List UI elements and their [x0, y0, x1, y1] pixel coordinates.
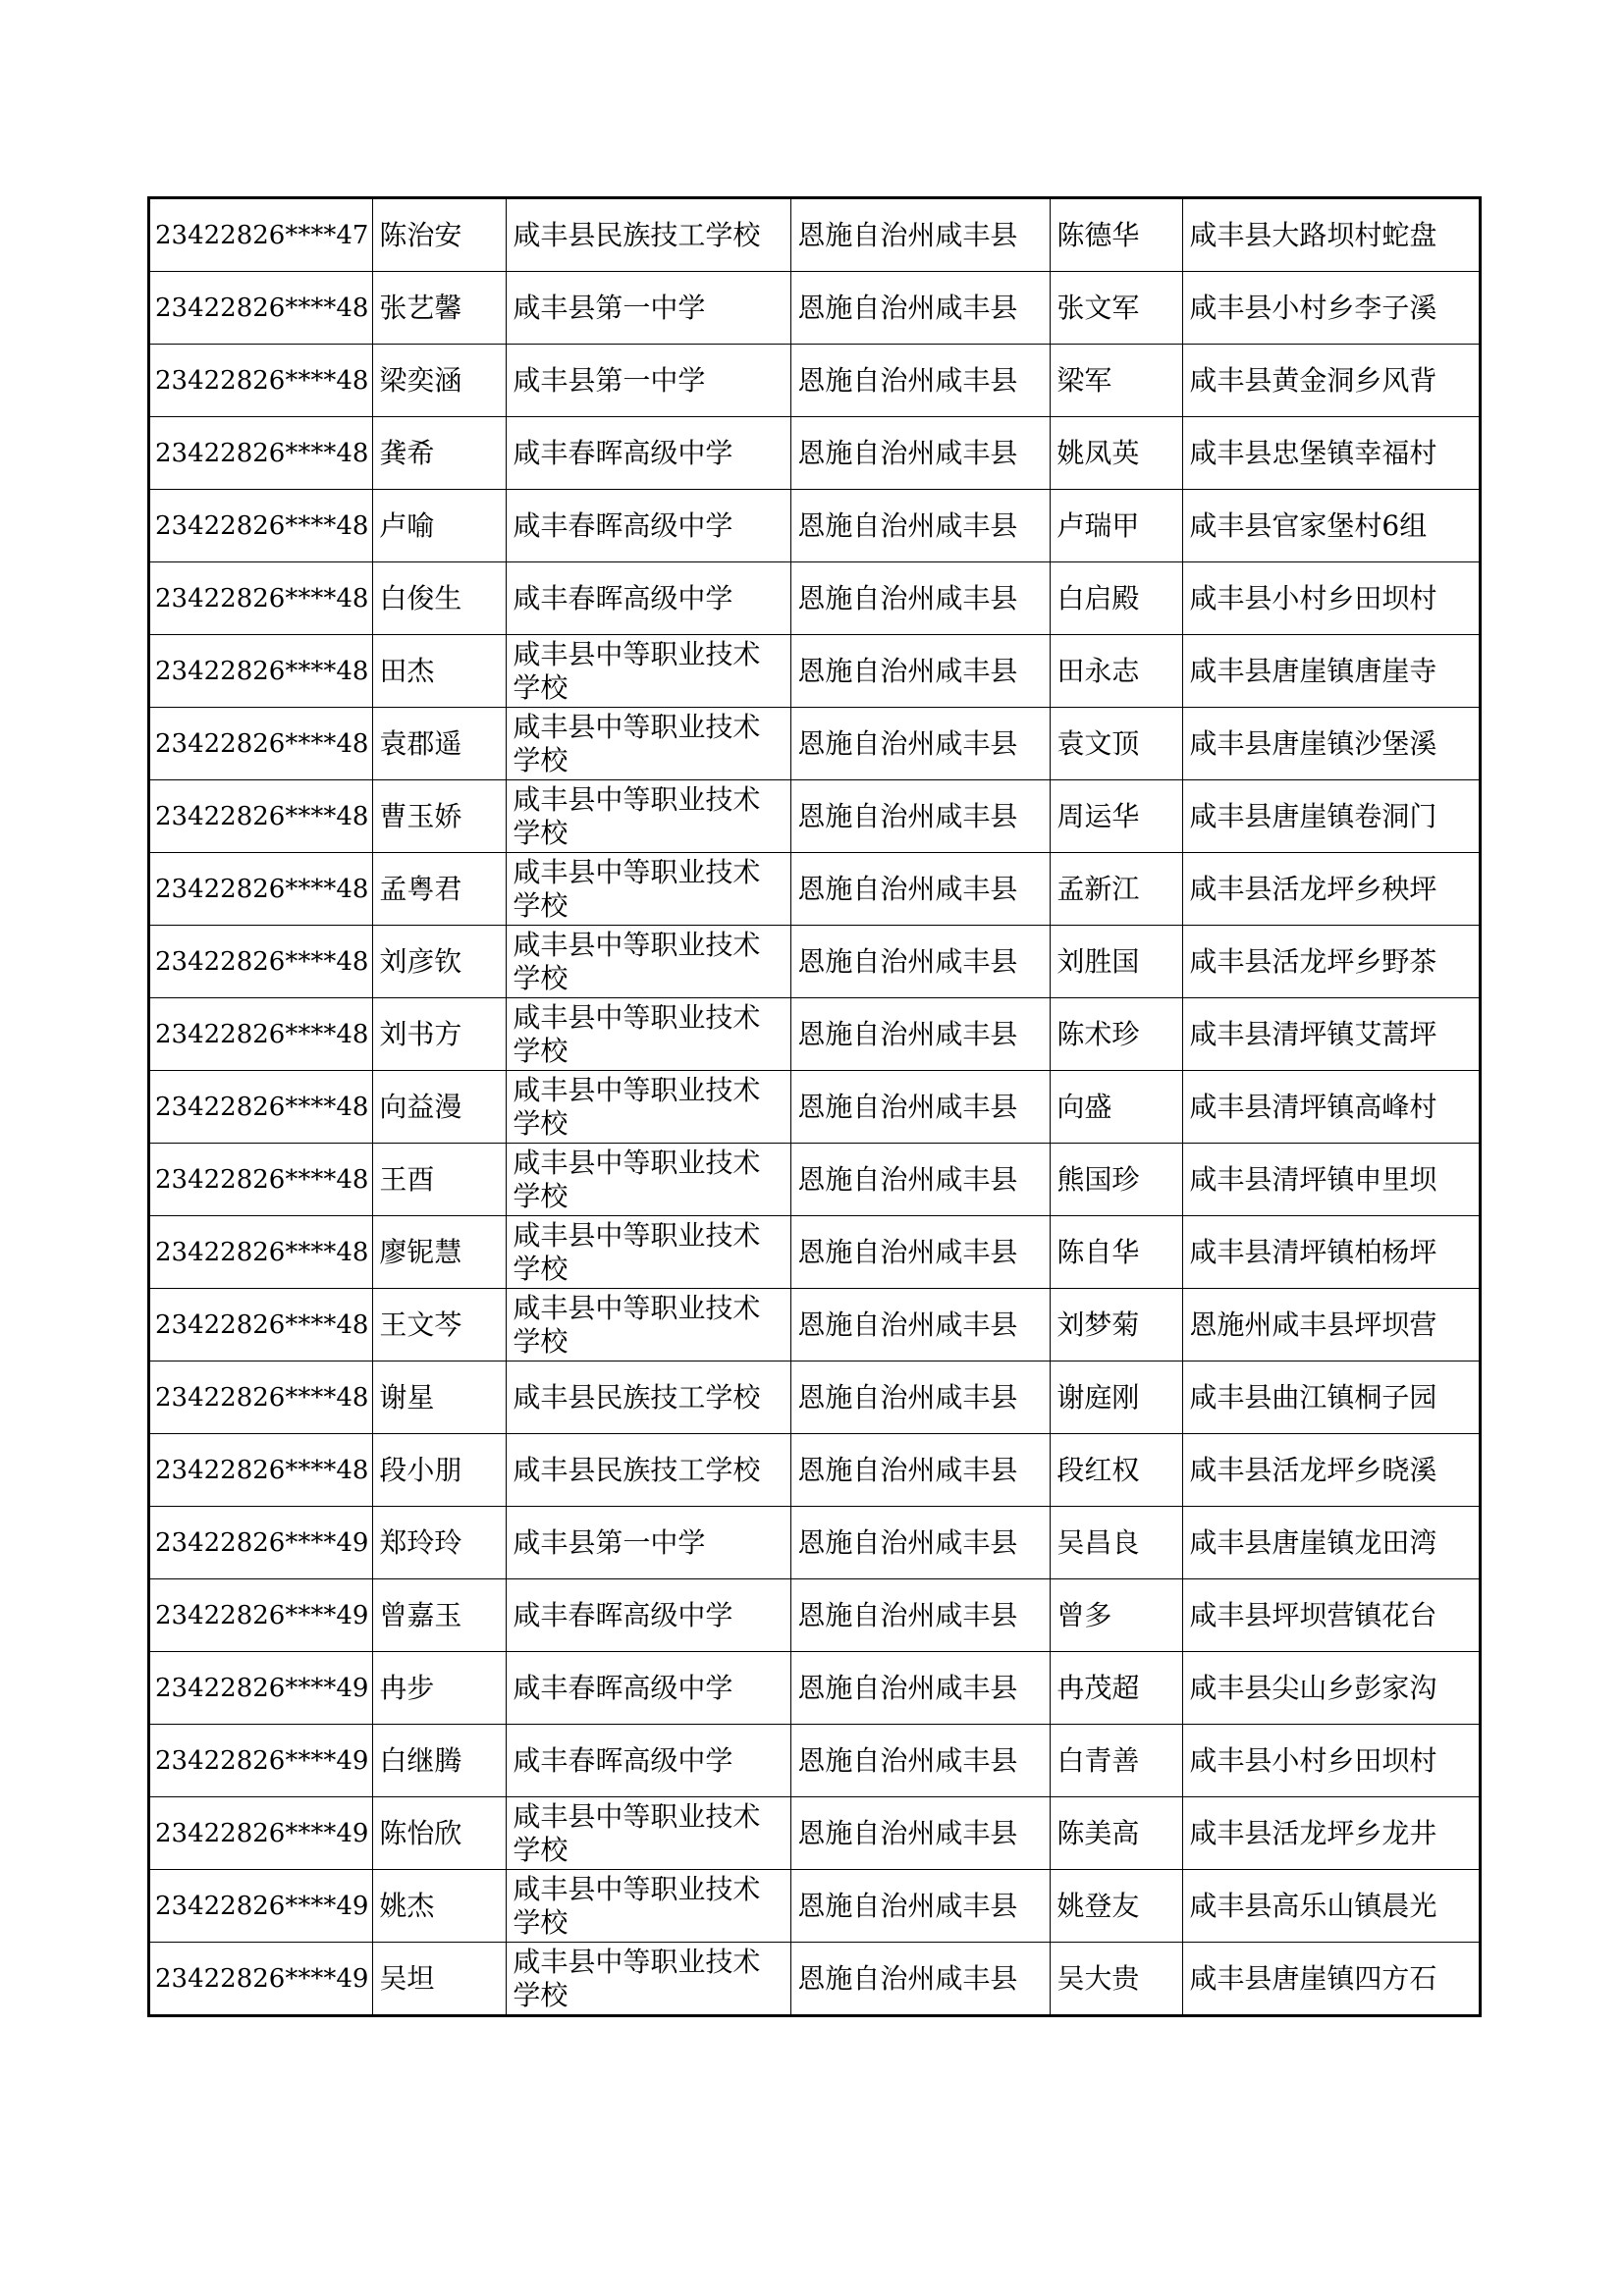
student-id-cell: 23422826****48: [149, 490, 373, 562]
school-cell: 咸丰县中等职业技术学校: [507, 708, 791, 780]
school-cell: 咸丰春晖高级中学: [507, 490, 791, 562]
student-name-cell: 王文芩: [373, 1289, 507, 1362]
school-cell: 咸丰春晖高级中学: [507, 562, 791, 635]
address-cell: 咸丰县清坪镇柏杨坪: [1183, 1216, 1481, 1289]
region-cell: 恩施自治州咸丰县: [791, 926, 1051, 998]
student-name-cell: 田杰: [373, 635, 507, 708]
guardian-cell: 刘梦菊: [1051, 1289, 1183, 1362]
table-row: [149, 345, 1481, 417]
school-cell: 咸丰春晖高级中学: [507, 417, 791, 490]
table-row: [149, 1071, 1481, 1144]
address-cell: 咸丰县小村乡田坝村: [1183, 1725, 1481, 1797]
student-id-cell: 23422826****48: [149, 345, 373, 417]
address-cell: 咸丰县忠堡镇幸福村: [1183, 417, 1481, 490]
address-cell: 咸丰县小村乡田坝村: [1183, 562, 1481, 635]
region-cell: 恩施自治州咸丰县: [791, 1797, 1051, 1870]
student-id-cell: 23422826****49: [149, 1870, 373, 1943]
guardian-cell: 段红权: [1051, 1434, 1183, 1507]
region-cell: 恩施自治州咸丰县: [791, 1289, 1051, 1362]
school-cell: 咸丰县中等职业技术学校: [507, 998, 791, 1071]
student-name-cell: 刘彦钦: [373, 926, 507, 998]
address-cell: 咸丰县曲江镇桐子园: [1183, 1362, 1481, 1434]
table-row: [149, 1144, 1481, 1216]
guardian-cell: 姚登友: [1051, 1870, 1183, 1943]
student-name-cell: 曹玉娇: [373, 780, 507, 853]
region-cell: 恩施自治州咸丰县: [791, 1434, 1051, 1507]
guardian-cell: 梁军: [1051, 345, 1183, 417]
address-cell: 咸丰县唐崖镇唐崖寺: [1183, 635, 1481, 708]
student-id-cell: 23422826****48: [149, 272, 373, 345]
student-name-cell: 梁奕涵: [373, 345, 507, 417]
student-name-cell: 廖铌慧: [373, 1216, 507, 1289]
student-name-cell: 段小朋: [373, 1434, 507, 1507]
address-cell: 咸丰县唐崖镇四方石: [1183, 1943, 1481, 2016]
school-cell: 咸丰县第一中学: [507, 272, 791, 345]
student-name-cell: 冉步: [373, 1652, 507, 1725]
guardian-cell: 周运华: [1051, 780, 1183, 853]
student-name-cell: 白继腾: [373, 1725, 507, 1797]
guardian-cell: 白青善: [1051, 1725, 1183, 1797]
guardian-cell: 曾多: [1051, 1579, 1183, 1652]
guardian-cell: 姚凤英: [1051, 417, 1183, 490]
student-table-body: [149, 198, 1481, 2016]
school-cell: 咸丰春晖高级中学: [507, 1725, 791, 1797]
guardian-cell: 刘胜国: [1051, 926, 1183, 998]
guardian-cell: 田永志: [1051, 635, 1183, 708]
student-id-cell: 23422826****49: [149, 1579, 373, 1652]
address-cell: 咸丰县唐崖镇龙田湾: [1183, 1507, 1481, 1579]
guardian-cell: 吴昌良: [1051, 1507, 1183, 1579]
student-name-cell: 姚杰: [373, 1870, 507, 1943]
table-row: [149, 417, 1481, 490]
student-name-cell: 谢星: [373, 1362, 507, 1434]
region-cell: 恩施自治州咸丰县: [791, 272, 1051, 345]
region-cell: 恩施自治州咸丰县: [791, 1870, 1051, 1943]
guardian-cell: 熊国珍: [1051, 1144, 1183, 1216]
student-name-cell: 郑玲玲: [373, 1507, 507, 1579]
region-cell: 恩施自治州咸丰县: [791, 708, 1051, 780]
school-cell: 咸丰县中等职业技术学校: [507, 1216, 791, 1289]
student-id-cell: 23422826****48: [149, 998, 373, 1071]
school-cell: 咸丰县第一中学: [507, 345, 791, 417]
student-name-cell: 卢喻: [373, 490, 507, 562]
address-cell: 咸丰县高乐山镇晨光: [1183, 1870, 1481, 1943]
address-cell: 咸丰县官家堡村6组: [1183, 490, 1481, 562]
student-id-cell: 23422826****48: [149, 1362, 373, 1434]
school-cell: 咸丰县民族技工学校: [507, 1362, 791, 1434]
student-id-cell: 23422826****48: [149, 1289, 373, 1362]
student-id-cell: 23422826****48: [149, 635, 373, 708]
guardian-cell: 张文军: [1051, 272, 1183, 345]
table-row: [149, 1289, 1481, 1362]
address-cell: 咸丰县小村乡李子溪: [1183, 272, 1481, 345]
table-row: [149, 708, 1481, 780]
region-cell: 恩施自治州咸丰县: [791, 1071, 1051, 1144]
region-cell: 恩施自治州咸丰县: [791, 1579, 1051, 1652]
table-row: [149, 1797, 1481, 1870]
guardian-cell: 孟新江: [1051, 853, 1183, 926]
address-cell: 咸丰县活龙坪乡晓溪: [1183, 1434, 1481, 1507]
student-name-cell: 刘书方: [373, 998, 507, 1071]
student-name-cell: 袁郡遥: [373, 708, 507, 780]
table-row: [149, 1579, 1481, 1652]
address-cell: 咸丰县清坪镇高峰村: [1183, 1071, 1481, 1144]
address-cell: 咸丰县唐崖镇卷洞门: [1183, 780, 1481, 853]
school-cell: 咸丰县中等职业技术学校: [507, 635, 791, 708]
student-table: [147, 196, 1482, 2017]
student-table-container: [147, 196, 1482, 2017]
student-id-cell: 23422826****48: [149, 853, 373, 926]
student-id-cell: 23422826****48: [149, 562, 373, 635]
guardian-cell: 陈美高: [1051, 1797, 1183, 1870]
address-cell: 咸丰县大路坝村蛇盘: [1183, 198, 1481, 272]
school-cell: 咸丰县民族技工学校: [507, 1434, 791, 1507]
student-id-cell: 23422826****49: [149, 1507, 373, 1579]
student-id-cell: 23422826****49: [149, 1797, 373, 1870]
region-cell: 恩施自治州咸丰县: [791, 1725, 1051, 1797]
address-cell: 恩施州咸丰县坪坝营: [1183, 1289, 1481, 1362]
address-cell: 咸丰县活龙坪乡野茶: [1183, 926, 1481, 998]
table-row: [149, 1507, 1481, 1579]
school-cell: 咸丰县中等职业技术学校: [507, 1870, 791, 1943]
address-cell: 咸丰县清坪镇艾蒿坪: [1183, 998, 1481, 1071]
student-id-cell: 23422826****48: [149, 1216, 373, 1289]
student-id-cell: 23422826****48: [149, 708, 373, 780]
region-cell: 恩施自治州咸丰县: [791, 345, 1051, 417]
table-row: [149, 490, 1481, 562]
guardian-cell: 陈自华: [1051, 1216, 1183, 1289]
school-cell: 咸丰县第一中学: [507, 1507, 791, 1579]
region-cell: 恩施自治州咸丰县: [791, 635, 1051, 708]
student-name-cell: 张艺馨: [373, 272, 507, 345]
region-cell: 恩施自治州咸丰县: [791, 1943, 1051, 2016]
guardian-cell: 陈德华: [1051, 198, 1183, 272]
guardian-cell: 卢瑞甲: [1051, 490, 1183, 562]
student-id-cell: 23422826****49: [149, 1725, 373, 1797]
table-row: [149, 853, 1481, 926]
region-cell: 恩施自治州咸丰县: [791, 1507, 1051, 1579]
table-row: [149, 198, 1481, 272]
table-row: [149, 926, 1481, 998]
guardian-cell: 白启殿: [1051, 562, 1183, 635]
address-cell: 咸丰县坪坝营镇花台: [1183, 1579, 1481, 1652]
table-row: [149, 562, 1481, 635]
address-cell: 咸丰县唐崖镇沙堡溪: [1183, 708, 1481, 780]
school-cell: 咸丰县民族技工学校: [507, 198, 791, 272]
student-name-cell: 孟粤君: [373, 853, 507, 926]
guardian-cell: 陈术珍: [1051, 998, 1183, 1071]
student-name-cell: 陈治安: [373, 198, 507, 272]
student-name-cell: 曾嘉玉: [373, 1579, 507, 1652]
guardian-cell: 向盛: [1051, 1071, 1183, 1144]
guardian-cell: 袁文顶: [1051, 708, 1183, 780]
address-cell: 咸丰县尖山乡彭家沟: [1183, 1652, 1481, 1725]
table-row: [149, 272, 1481, 345]
school-cell: 咸丰县中等职业技术学校: [507, 926, 791, 998]
student-id-cell: 23422826****49: [149, 1652, 373, 1725]
guardian-cell: 吴大贵: [1051, 1943, 1183, 2016]
student-id-cell: 23422826****48: [149, 926, 373, 998]
region-cell: 恩施自治州咸丰县: [791, 1362, 1051, 1434]
student-name-cell: 白俊生: [373, 562, 507, 635]
region-cell: 恩施自治州咸丰县: [791, 417, 1051, 490]
region-cell: 恩施自治州咸丰县: [791, 490, 1051, 562]
region-cell: 恩施自治州咸丰县: [791, 1216, 1051, 1289]
table-row: [149, 635, 1481, 708]
school-cell: 咸丰县中等职业技术学校: [507, 780, 791, 853]
region-cell: 恩施自治州咸丰县: [791, 198, 1051, 272]
student-name-cell: 王酉: [373, 1144, 507, 1216]
student-id-cell: 23422826****48: [149, 780, 373, 853]
region-cell: 恩施自治州咸丰县: [791, 562, 1051, 635]
guardian-cell: 谢庭刚: [1051, 1362, 1183, 1434]
student-id-cell: 23422826****47: [149, 198, 373, 272]
region-cell: 恩施自治州咸丰县: [791, 1144, 1051, 1216]
school-cell: 咸丰春晖高级中学: [507, 1652, 791, 1725]
region-cell: 恩施自治州咸丰县: [791, 998, 1051, 1071]
student-id-cell: 23422826****48: [149, 1144, 373, 1216]
student-name-cell: 龚希: [373, 417, 507, 490]
region-cell: 恩施自治州咸丰县: [791, 780, 1051, 853]
region-cell: 恩施自治州咸丰县: [791, 1652, 1051, 1725]
address-cell: 咸丰县黄金洞乡风背: [1183, 345, 1481, 417]
student-name-cell: 吴坦: [373, 1943, 507, 2016]
table-row: [149, 1652, 1481, 1725]
address-cell: 咸丰县清坪镇申里坝: [1183, 1144, 1481, 1216]
school-cell: 咸丰春晖高级中学: [507, 1579, 791, 1652]
table-row: [149, 1434, 1481, 1507]
table-row: [149, 1216, 1481, 1289]
school-cell: 咸丰县中等职业技术学校: [507, 853, 791, 926]
address-cell: 咸丰县活龙坪乡龙井: [1183, 1797, 1481, 1870]
address-cell: 咸丰县活龙坪乡秧坪: [1183, 853, 1481, 926]
school-cell: 咸丰县中等职业技术学校: [507, 1071, 791, 1144]
school-cell: 咸丰县中等职业技术学校: [507, 1943, 791, 2016]
school-cell: 咸丰县中等职业技术学校: [507, 1797, 791, 1870]
table-row: [149, 1362, 1481, 1434]
student-name-cell: 向益漫: [373, 1071, 507, 1144]
student-id-cell: 23422826****48: [149, 1071, 373, 1144]
student-name-cell: 陈怡欣: [373, 1797, 507, 1870]
region-cell: 恩施自治州咸丰县: [791, 853, 1051, 926]
table-row: [149, 780, 1481, 853]
guardian-cell: 冉茂超: [1051, 1652, 1183, 1725]
table-row: [149, 1725, 1481, 1797]
student-id-cell: 23422826****48: [149, 1434, 373, 1507]
school-cell: 咸丰县中等职业技术学校: [507, 1144, 791, 1216]
student-id-cell: 23422826****48: [149, 417, 373, 490]
school-cell: 咸丰县中等职业技术学校: [507, 1289, 791, 1362]
table-row: [149, 1943, 1481, 2016]
student-id-cell: 23422826****49: [149, 1943, 373, 2016]
table-row: [149, 1870, 1481, 1943]
table-row: [149, 998, 1481, 1071]
